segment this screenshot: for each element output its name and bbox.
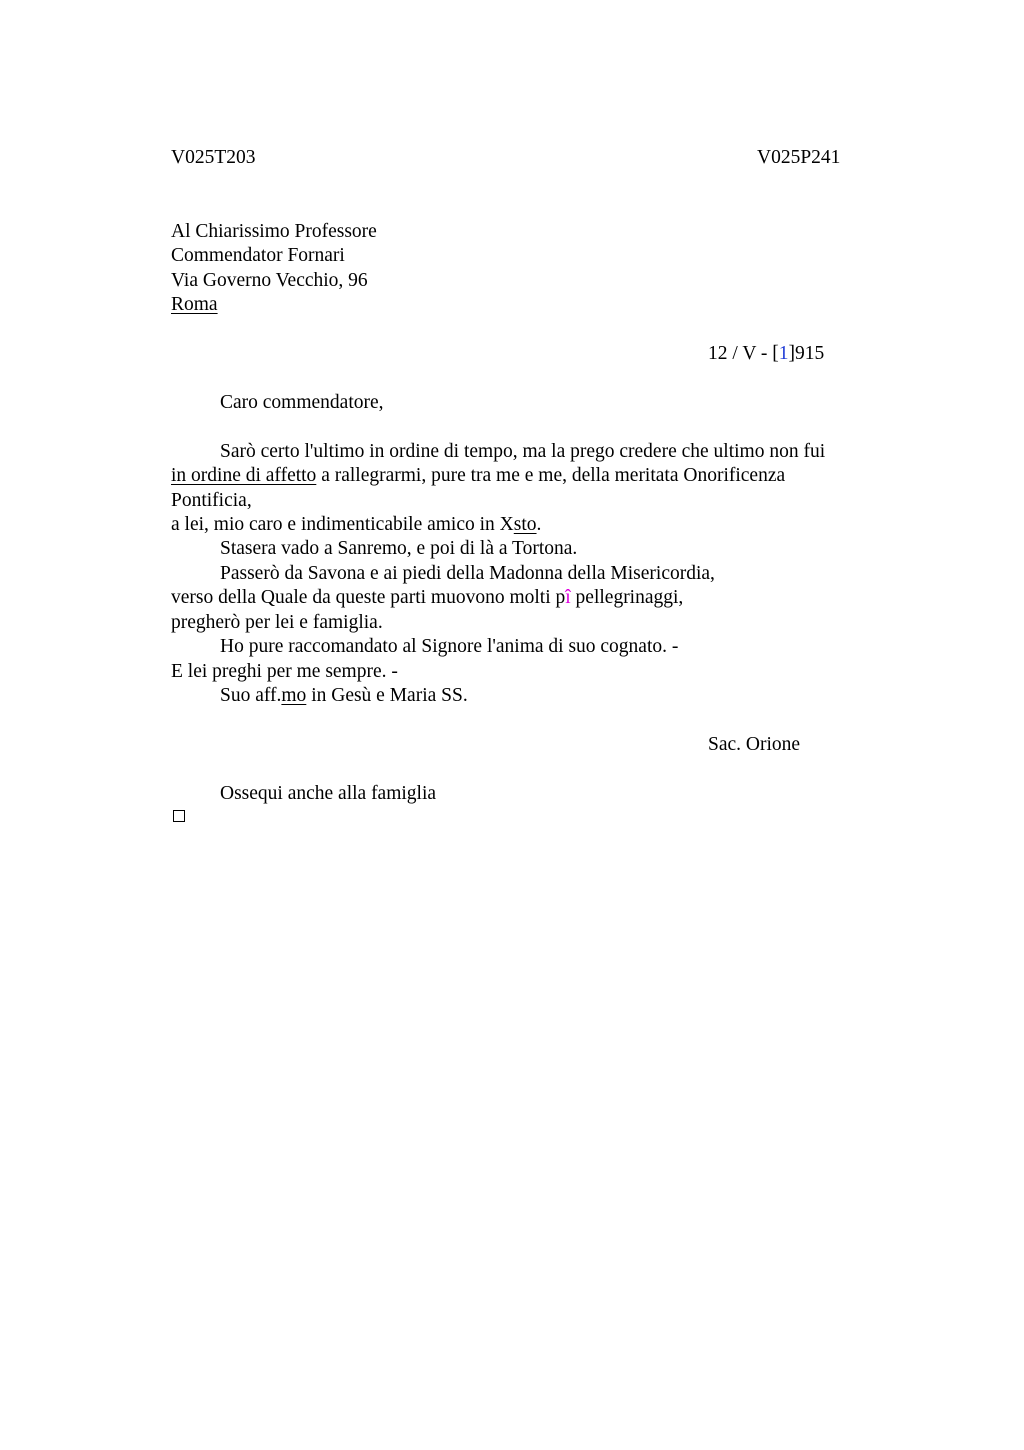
body-p1-line-2 xyxy=(171,464,785,488)
body-p3-line-1: Passerò da Savona e ai piedi della Madonna della Misericordia, xyxy=(220,563,715,584)
body-p5: E lei preghi per me sempre. - xyxy=(171,661,398,682)
underlined-abbreviation: sto xyxy=(513,514,537,535)
body-p1-line-4 xyxy=(171,513,541,537)
closing xyxy=(220,684,468,708)
document-code-left: V025T203 xyxy=(171,147,256,168)
editorial-mark: î xyxy=(565,587,571,608)
document-code-right: V025P241 xyxy=(757,147,841,168)
signature: Sac. Orione xyxy=(708,734,801,755)
body-p1-line-2-rest: a rallegrarmi, pure tra me e me, della meritata Onorificenza xyxy=(316,465,786,486)
body-p3-line-2-end: pellegrinaggi, xyxy=(570,587,684,608)
address-city: Roma xyxy=(171,294,218,315)
body-p3-line-2 xyxy=(171,586,683,610)
body-p1-line-4-end: . xyxy=(536,514,542,535)
body-p3-line-2-start: verso della Quale da queste parti muovono molti p xyxy=(171,587,566,608)
postscript: Ossequi anche alla famiglia xyxy=(220,783,437,804)
date-editorial-digit: 1 xyxy=(778,343,789,364)
empty-square-icon xyxy=(173,810,185,822)
body-p1-line-4-start: a lei, mio caro e indimenticabile amico in X xyxy=(171,514,514,535)
salutation: Caro commendatore, xyxy=(220,392,384,413)
underlined-phrase: in ordine di affetto xyxy=(171,465,317,486)
body-p1-line-1: Sarò certo l'ultimo in ordine di tempo, ma la prego credere che ultimo non fui xyxy=(220,441,826,462)
date-suffix: ]915 xyxy=(788,343,825,364)
body-p2: Stasera vado a Sanremo, e poi di là a Tortona. xyxy=(220,538,578,559)
closing-start: Suo aff. xyxy=(220,685,282,706)
closing-end: in Gesù e Maria SS. xyxy=(306,685,468,706)
body-p3-line-3: pregherò per lei e famiglia. xyxy=(171,612,383,633)
body-p4: Ho pure raccomandato al Signore l'anima di suo cognato. - xyxy=(220,636,679,657)
letter-date xyxy=(708,342,824,366)
address-line-1: Al Chiarissimo Professore xyxy=(171,221,377,242)
address-line-3: Via Governo Vecchio, 96 xyxy=(171,270,368,291)
address-line-2: Commendator Fornari xyxy=(171,245,345,266)
date-prefix: 12 / V - [ xyxy=(708,343,779,364)
body-p1-line-3: Pontificia, xyxy=(171,490,252,511)
closing-underlined: mo xyxy=(281,685,307,706)
